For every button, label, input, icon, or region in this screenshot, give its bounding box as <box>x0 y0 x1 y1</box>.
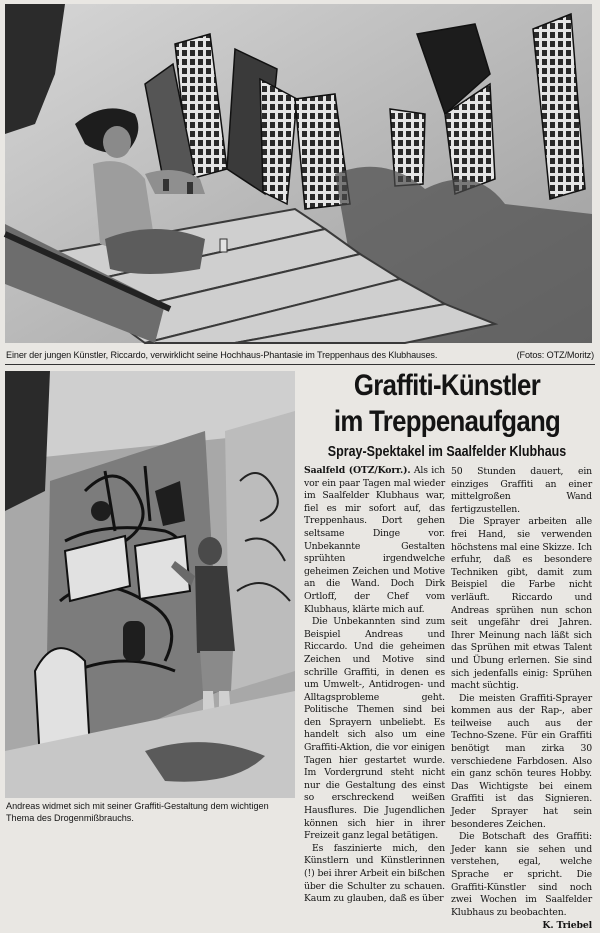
article-column-2 <box>451 466 592 932</box>
article-headline <box>302 368 592 461</box>
photo-graffiti-artist <box>5 371 295 798</box>
article-column-1 <box>304 465 445 905</box>
paragraph-text: Als ich vor ein paar Tagen mal wieder im Saalfelder Klubhaus war, fiel es mir sofort auf, das Treppenhaus. Dort gehen seltsame Dinge vor. Unbekannte Gestalten sprühten irgendwelche geheimen Zeichen und Motive an die Wand. Doch Dirk Ortloff, der Chef vom Klubhaus, klärte mich auf. <box>304 465 445 615</box>
headline-line1: Graffiti-Künstler <box>353 369 541 402</box>
photo-stairwell-mural <box>5 4 592 343</box>
photo-credit: (Fotos: OTZ/Moritz) <box>516 350 594 360</box>
divider-line <box>5 364 595 365</box>
paragraph: 50 Stunden dauert, ein einziges Graffiti an einer mittelgroßen Wand fertigzustellen. <box>451 466 592 515</box>
photo-top-caption <box>6 347 594 363</box>
photo-top-caption-text: Einer der jungen Künstler, Riccardo, verwirklicht seine Hochhaus-Phantasie im Treppenhaus des Klubhauses. <box>6 350 438 360</box>
paragraph: Die Botschaft des Graffiti: Jeder kann sie sehen und verstehen, egal, welche Sprache er spricht. Die Graffiti-Künstler sind noch zwei Wochen im Saalfelder Klubhaus zu beobachten. <box>451 831 592 918</box>
graffiti-artist-image <box>5 371 295 798</box>
paragraph: Die Sprayer arbeiten alle frei Hand, sie verwenden höchstens mal eine Skizze. Ich erfuhr, daß es besondere Techniken gibt, damit zum Beispiel die Farbe nicht verläuft. Riccardo und Andreas sprühen nun schon seit ungefähr drei Jahren. Ihrer Meinung nach läßt sich das Sprühen mit etwas Talent und Übung erlernen. Sie sind sich jedenfalls einig: Sprühen macht süchtig. <box>451 516 592 692</box>
paragraph: Es faszinierte mich, den Künstlern und Künstlerinnen (!) bei ihrer Arbeit ein bißchen über die Schulter zu schauen. Kaum zu glauben, daß es über <box>304 842 445 905</box>
stairwell-mural-image <box>5 4 592 343</box>
author-signature: K. Triebel <box>542 920 592 932</box>
paragraph: Die Unbekannten sind zum Beispiel Andreas und Riccardo. Und die geheimen Zeichen und Motive sind schrille Graffiti, in denen es um Umwelt-, Antidrogen- und Alltagsprobleme geht. Politische Themen sind bei den Sprayern unbeliebt. Es handelt sich also um eine Graffiti-Aktion, die vor einigen Tagen hier gestartet wurde. Im Vordergrund steht nicht nur die Gestaltung des einst so erschreckend weißen Hausflures. Die Jugendlichen können sich hier in ihrer Freizeit ganz legal betätigen. <box>304 616 445 842</box>
headline-line2: im Treppenaufgang <box>333 405 561 438</box>
dateline: Saalfeld (OTZ/Korr.). <box>304 465 411 476</box>
headline-subtitle: Spray-Spektakel im Saalfelder Klubhaus <box>327 444 567 460</box>
paragraph <box>304 465 445 616</box>
photo-left-caption: Andreas widmet sich mit seiner Graffiti-Gestaltung dem wichtigen Thema des Drogenmißbrauchs. <box>6 801 269 823</box>
paragraph: Die meisten Graffiti-Sprayer kommen aus der Rap-, aber teilweise auch aus der Techno-Szene. Für ein Graffiti benötigt man zirka 30 verschiedene Farbdosen. Also ein ganz schön teures Hobby. Das Wichtigste bei einem Graffiti ist das Signieren. Jeder Sprayer hat sein besonderes Zeichen. <box>451 692 592 830</box>
